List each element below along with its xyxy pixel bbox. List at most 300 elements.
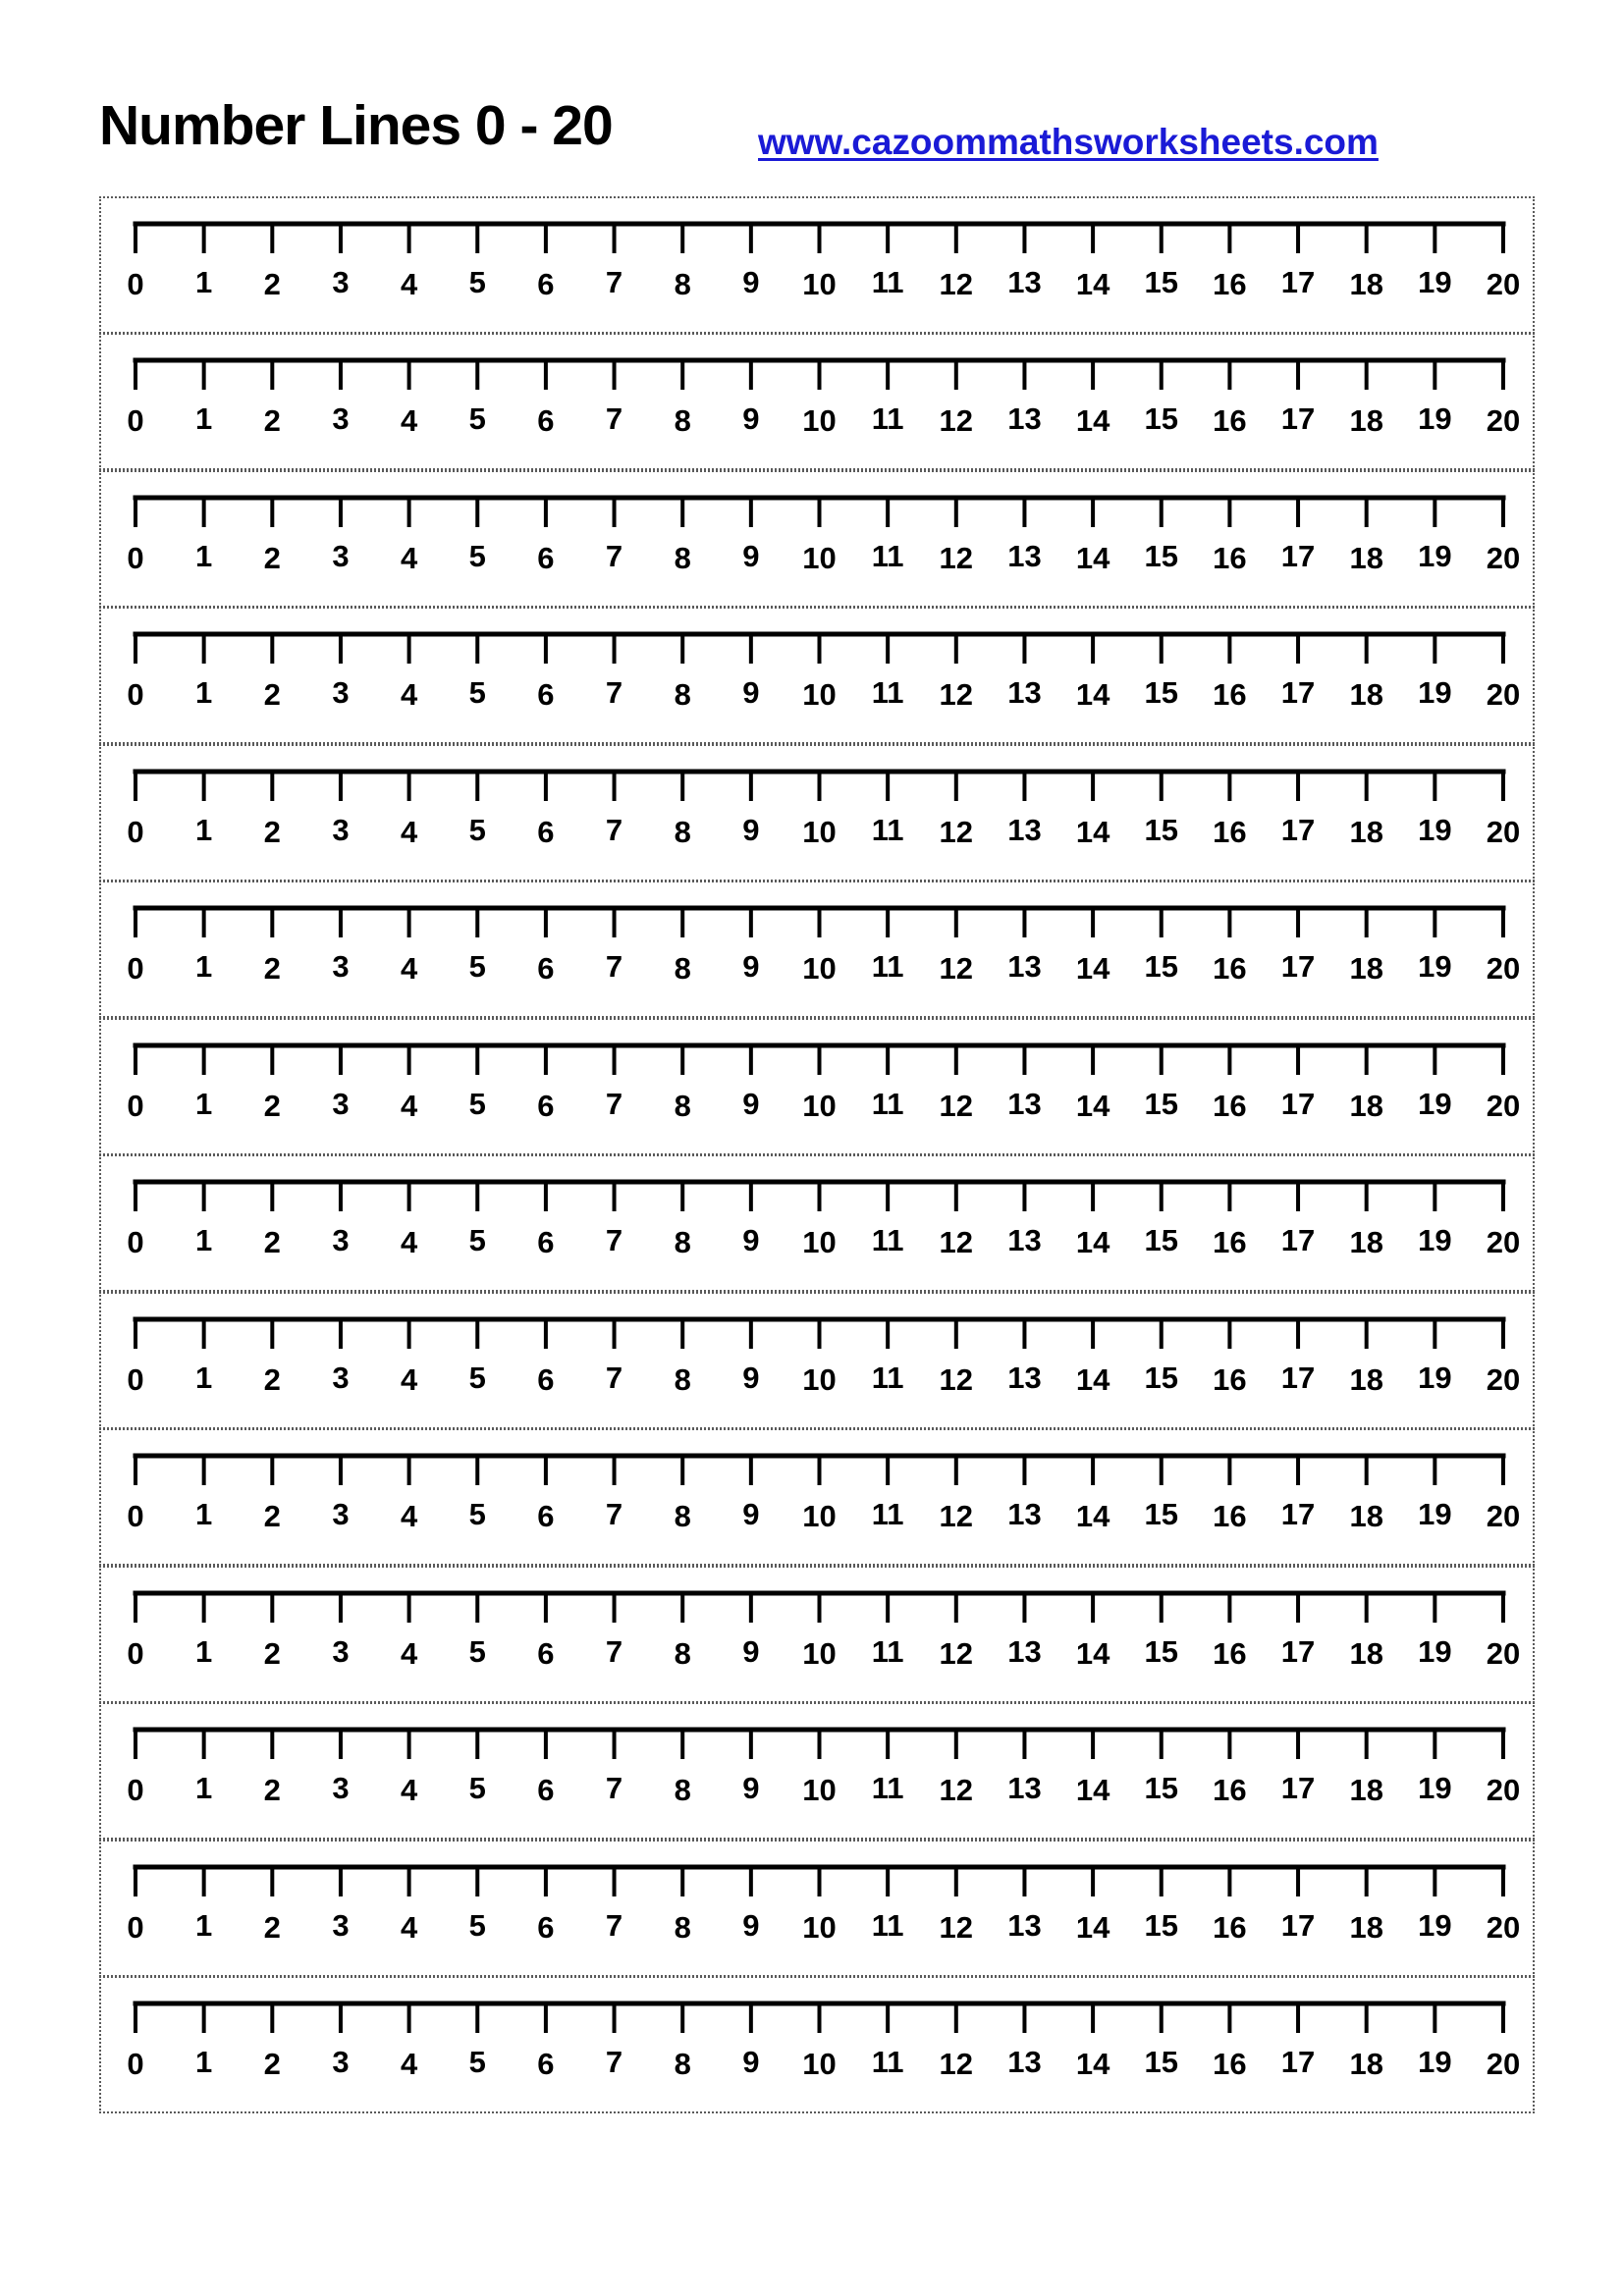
tick-label: 19 [1418,949,1452,984]
tick-label: 15 [1144,675,1178,710]
tick-label: 10 [802,1909,837,1945]
number-line [101,746,1533,880]
tick-label: 14 [1075,951,1110,986]
tick-label: 11 [871,1771,904,1805]
tick-label: 6 [537,1362,555,1397]
tick-label: 9 [742,264,760,299]
number-line [101,882,1533,1016]
tick-label: 5 [468,812,486,847]
tick-label: 0 [127,677,144,712]
tick-label: 8 [674,266,691,301]
tick-label: 2 [263,1362,281,1397]
tick-label: 16 [1213,1635,1247,1671]
tick-label: 20 [1486,403,1521,438]
tick-label: 1 [195,1771,213,1805]
number-line [101,1568,1533,1701]
tick-label: 8 [674,403,691,438]
tick-label: 8 [674,1773,691,1807]
tick-label: 5 [468,2045,486,2079]
tick-label: 4 [400,1499,418,1533]
number-line-strip [99,1976,1535,2113]
tick-label: 10 [802,951,837,986]
tick-label: 10 [802,1225,837,1259]
tick-label: 2 [263,403,281,438]
tick-label: 4 [400,1088,418,1123]
tick-label: 7 [605,1907,623,1943]
tick-label: 3 [332,401,350,436]
tick-label: 6 [537,266,555,301]
number-line-strip [99,607,1535,744]
tick-label: 12 [939,403,974,438]
tick-label: 17 [1280,812,1316,847]
tick-label: 6 [537,1088,555,1123]
tick-label: 8 [674,1499,691,1533]
tick-label: 13 [1007,1907,1042,1943]
tick-label: 16 [1213,266,1247,301]
tick-label: 13 [1007,1223,1042,1257]
tick-label: 13 [1007,264,1042,299]
tick-label: 13 [1007,949,1042,984]
tick-label: 7 [605,1086,623,1121]
tick-label: 6 [537,1635,555,1671]
tick-label: 15 [1144,1360,1178,1395]
tick-label: 15 [1144,1907,1178,1943]
tick-label: 10 [802,403,837,438]
tick-label: 7 [605,1771,623,1805]
tick-label: 11 [871,538,904,573]
tick-label: 10 [802,1362,837,1397]
tick-label: 11 [871,949,904,984]
tick-label: 6 [537,1499,555,1533]
number-line-strip [99,881,1535,1018]
tick-label: 10 [802,1635,837,1671]
tick-label: 15 [1144,1771,1178,1805]
tick-label: 18 [1349,1635,1383,1671]
tick-label: 0 [127,814,144,849]
tick-label: 19 [1418,1086,1452,1121]
tick-label: 13 [1007,1360,1042,1395]
tick-label: 7 [605,1223,623,1257]
tick-label: 4 [400,1225,418,1259]
tick-label: 10 [802,540,837,575]
number-line [101,198,1533,332]
tick-label: 18 [1349,951,1383,986]
number-line-strip [99,1154,1535,1292]
tick-label: 10 [802,2047,837,2081]
tick-label: 16 [1213,1362,1247,1397]
tick-label: 17 [1280,2045,1316,2079]
tick-label: 16 [1213,2047,1247,2081]
tick-label: 7 [605,264,623,299]
number-line [101,472,1533,606]
number-line [101,1020,1533,1153]
tick-label: 5 [468,1497,486,1531]
tick-label: 18 [1349,1773,1383,1807]
tick-label: 14 [1075,1362,1110,1397]
tick-label: 9 [742,1497,760,1531]
tick-label: 2 [263,951,281,986]
tick-label: 0 [127,1909,144,1945]
tick-label: 19 [1418,1223,1452,1257]
tick-label: 19 [1418,538,1452,573]
tick-label: 0 [127,1635,144,1671]
tick-label: 20 [1486,814,1521,849]
tick-label: 15 [1144,1633,1178,1669]
tick-label: 11 [871,1633,904,1669]
tick-label: 12 [939,1635,974,1671]
tick-label: 19 [1418,1633,1452,1669]
tick-label: 10 [802,677,837,712]
tick-label: 1 [195,2045,213,2079]
tick-label: 20 [1486,1635,1521,1671]
tick-label: 16 [1213,540,1247,575]
tick-label: 12 [939,1909,974,1945]
tick-label: 2 [263,266,281,301]
tick-label: 15 [1144,1223,1178,1257]
tick-label: 6 [537,2047,555,2081]
number-line-strip [99,1428,1535,1566]
tick-label: 6 [537,1773,555,1807]
tick-label: 11 [871,675,904,710]
tick-label: 12 [939,951,974,986]
tick-label: 19 [1418,1360,1452,1395]
tick-label: 16 [1213,1225,1247,1259]
tick-label: 14 [1075,1088,1110,1123]
tick-label: 4 [400,403,418,438]
tick-label: 1 [195,401,213,436]
tick-label: 3 [332,1771,350,1805]
tick-label: 9 [742,1086,760,1121]
tick-label: 4 [400,1362,418,1397]
tick-label: 11 [871,1907,904,1943]
tick-label: 8 [674,814,691,849]
tick-label: 3 [332,812,350,847]
tick-label: 10 [802,1499,837,1533]
tick-label: 1 [195,1223,213,1257]
tick-label: 3 [332,1497,350,1531]
tick-label: 19 [1418,1907,1452,1943]
number-line-strip [99,1702,1535,1840]
tick-label: 17 [1280,1086,1316,1121]
tick-label: 3 [332,1633,350,1669]
tick-label: 6 [537,951,555,986]
tick-label: 13 [1007,1633,1042,1669]
tick-label: 0 [127,540,144,575]
tick-label: 3 [332,538,350,573]
tick-label: 16 [1213,1088,1247,1123]
tick-label: 11 [871,1360,904,1395]
tick-label: 0 [127,951,144,986]
tick-label: 12 [939,1088,974,1123]
tick-label: 4 [400,951,418,986]
tick-label: 19 [1418,1497,1452,1531]
number-line [101,1156,1533,1290]
tick-label: 18 [1349,403,1383,438]
tick-label: 8 [674,1362,691,1397]
tick-label: 3 [332,1360,350,1395]
tick-label: 6 [537,1225,555,1259]
tick-label: 19 [1418,1771,1452,1805]
tick-label: 1 [195,1086,213,1121]
number-line [101,1978,1533,2111]
tick-label: 3 [332,264,350,299]
tick-label: 16 [1213,403,1247,438]
number-line [101,335,1533,468]
tick-label: 17 [1280,401,1316,436]
tick-label: 14 [1075,1225,1110,1259]
tick-label: 12 [939,2047,974,2081]
tick-label: 3 [332,949,350,984]
tick-label: 1 [195,538,213,573]
tick-label: 6 [537,814,555,849]
tick-label: 12 [939,1499,974,1533]
tick-label: 8 [674,677,691,712]
website-link[interactable]: www.cazoommathsworksheets.com [758,122,1379,162]
tick-label: 5 [468,1360,486,1395]
tick-label: 18 [1349,266,1383,301]
tick-label: 11 [871,264,904,299]
number-line [101,1430,1533,1564]
tick-label: 20 [1486,1225,1521,1259]
tick-label: 14 [1075,403,1110,438]
tick-label: 8 [674,1635,691,1671]
number-line-strip [99,470,1535,608]
tick-label: 11 [871,2045,904,2079]
number-line-strip [99,744,1535,881]
tick-label: 5 [468,1771,486,1805]
tick-label: 11 [871,401,904,436]
tick-label: 5 [468,1223,486,1257]
tick-label: 17 [1280,264,1316,299]
tick-label: 17 [1280,1497,1316,1531]
tick-label: 17 [1280,1771,1316,1805]
tick-label: 7 [605,1497,623,1531]
tick-label: 8 [674,1088,691,1123]
tick-label: 9 [742,1633,760,1669]
tick-label: 9 [742,949,760,984]
tick-label: 11 [871,1223,904,1257]
tick-label: 1 [195,1907,213,1943]
tick-label: 9 [742,1223,760,1257]
tick-label: 17 [1280,538,1316,573]
tick-label: 6 [537,1909,555,1945]
number-line-strips [99,196,1535,2113]
tick-label: 19 [1418,2045,1452,2079]
tick-label: 5 [468,1086,486,1121]
tick-label: 2 [263,1635,281,1671]
tick-label: 13 [1007,1771,1042,1805]
tick-label: 13 [1007,2045,1042,2079]
tick-label: 5 [468,675,486,710]
tick-label: 13 [1007,812,1042,847]
tick-label: 12 [939,677,974,712]
tick-label: 17 [1280,1633,1316,1669]
tick-label: 1 [195,1633,213,1669]
number-line-strip [99,333,1535,470]
tick-label: 16 [1213,1499,1247,1533]
tick-label: 15 [1144,1497,1178,1531]
number-line-strip [99,1018,1535,1155]
tick-label: 20 [1486,266,1521,301]
tick-label: 7 [605,675,623,710]
tick-label: 11 [871,812,904,847]
tick-label: 9 [742,1360,760,1395]
tick-label: 7 [605,949,623,984]
tick-label: 1 [195,1360,213,1395]
tick-label: 4 [400,677,418,712]
tick-label: 16 [1213,677,1247,712]
tick-label: 6 [537,403,555,438]
number-line [101,1704,1533,1838]
tick-label: 9 [742,675,760,710]
tick-label: 20 [1486,1362,1521,1397]
tick-label: 20 [1486,540,1521,575]
tick-label: 3 [332,2045,350,2079]
tick-label: 18 [1349,1499,1383,1533]
tick-label: 14 [1075,2047,1110,2081]
tick-label: 9 [742,812,760,847]
tick-label: 18 [1349,1225,1383,1259]
tick-label: 0 [127,1362,144,1397]
tick-label: 20 [1486,677,1521,712]
tick-label: 4 [400,814,418,849]
tick-label: 3 [332,1223,350,1257]
tick-label: 2 [263,2047,281,2081]
tick-label: 4 [400,1635,418,1671]
tick-label: 9 [742,2045,760,2079]
tick-label: 9 [742,401,760,436]
tick-label: 13 [1007,1086,1042,1121]
tick-label: 0 [127,1225,144,1259]
tick-label: 16 [1213,1909,1247,1945]
tick-label: 20 [1486,2047,1521,2081]
number-line-strip [99,1566,1535,1703]
tick-label: 18 [1349,540,1383,575]
tick-label: 2 [263,540,281,575]
tick-label: 1 [195,812,213,847]
tick-label: 8 [674,1909,691,1945]
tick-label: 9 [742,1771,760,1805]
tick-label: 19 [1418,812,1452,847]
tick-label: 20 [1486,1088,1521,1123]
tick-label: 7 [605,1360,623,1395]
tick-label: 7 [605,401,623,436]
tick-label: 13 [1007,401,1042,436]
tick-label: 6 [537,540,555,575]
tick-label: 5 [468,538,486,573]
tick-label: 9 [742,538,760,573]
tick-label: 7 [605,538,623,573]
tick-label: 14 [1075,266,1110,301]
tick-label: 5 [468,264,486,299]
number-line-strip [99,1840,1535,1977]
tick-label: 10 [802,814,837,849]
tick-label: 4 [400,540,418,575]
tick-label: 11 [871,1086,904,1121]
tick-label: 0 [127,1773,144,1807]
tick-label: 13 [1007,1497,1042,1531]
tick-label: 15 [1144,2045,1178,2079]
tick-label: 10 [802,1088,837,1123]
tick-label: 10 [802,1773,837,1807]
tick-label: 2 [263,1773,281,1807]
tick-label: 16 [1213,814,1247,849]
tick-label: 17 [1280,1223,1316,1257]
tick-label: 1 [195,675,213,710]
tick-label: 3 [332,1907,350,1943]
tick-label: 7 [605,1633,623,1669]
tick-label: 3 [332,675,350,710]
tick-label: 15 [1144,949,1178,984]
tick-label: 8 [674,540,691,575]
tick-label: 14 [1075,814,1110,849]
tick-label: 12 [939,540,974,575]
tick-label: 0 [127,1499,144,1533]
tick-label: 14 [1075,1635,1110,1671]
tick-label: 2 [263,1225,281,1259]
tick-label: 4 [400,266,418,301]
tick-label: 19 [1418,675,1452,710]
tick-label: 11 [871,1497,904,1531]
tick-label: 19 [1418,264,1452,299]
tick-label: 0 [127,403,144,438]
tick-label: 12 [939,266,974,301]
tick-label: 0 [127,1088,144,1123]
tick-label: 14 [1075,1909,1110,1945]
tick-label: 12 [939,1225,974,1259]
tick-label: 19 [1418,401,1452,436]
tick-label: 15 [1144,1086,1178,1121]
tick-label: 16 [1213,1773,1247,1807]
tick-label: 15 [1144,812,1178,847]
tick-label: 12 [939,1362,974,1397]
tick-label: 2 [263,1088,281,1123]
tick-label: 2 [263,1499,281,1533]
tick-label: 18 [1349,2047,1383,2081]
tick-label: 7 [605,2045,623,2079]
tick-label: 14 [1075,677,1110,712]
tick-label: 18 [1349,1909,1383,1945]
tick-label: 20 [1486,1909,1521,1945]
tick-label: 5 [468,1633,486,1669]
tick-label: 7 [605,812,623,847]
tick-label: 2 [263,677,281,712]
tick-label: 10 [802,266,837,301]
tick-label: 4 [400,2047,418,2081]
tick-label: 3 [332,1086,350,1121]
tick-label: 15 [1144,264,1178,299]
tick-label: 4 [400,1909,418,1945]
tick-label: 14 [1075,1773,1110,1807]
tick-label: 18 [1349,1362,1383,1397]
tick-label: 1 [195,264,213,299]
tick-label: 18 [1349,1088,1383,1123]
tick-label: 12 [939,1773,974,1807]
tick-label: 20 [1486,951,1521,986]
tick-label: 13 [1007,538,1042,573]
tick-label: 20 [1486,1773,1521,1807]
tick-label: 18 [1349,814,1383,849]
tick-label: 5 [468,949,486,984]
tick-label: 15 [1144,401,1178,436]
tick-label: 5 [468,1907,486,1943]
tick-label: 20 [1486,1499,1521,1533]
tick-label: 14 [1075,540,1110,575]
tick-label: 0 [127,266,144,301]
tick-label: 14 [1075,1499,1110,1533]
tick-label: 1 [195,1497,213,1531]
tick-label: 13 [1007,675,1042,710]
